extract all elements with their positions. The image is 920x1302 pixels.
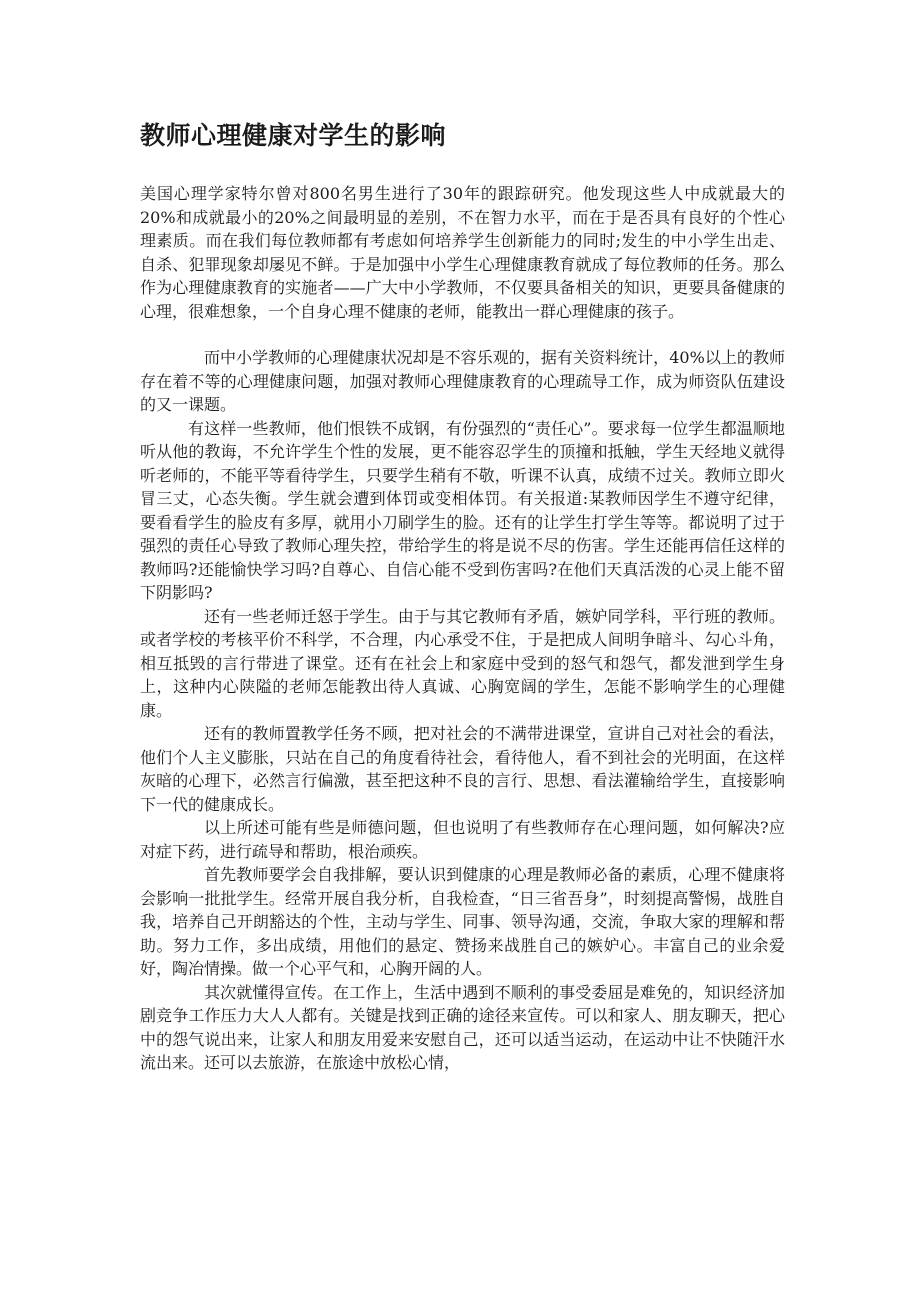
paragraph-responsibility: 有这样一些教师，他们恨铁不成钢，有份强烈的“责任心”。要求每一位学生都温顺地听从他的教诲，不允许学生个性的发展，更不能容忍学生的顶撞和抵触，学生天经地义就得听老师的，不能平等看待学生，只要学生稍有不敬，听课不认真，成绩不过关。教师立即火冒三丈，心态失衡。学生就会遭到体罚或变相体罚。有关报道:某教师因学生不遵守纪律，要看看学生的脸皮有多厚，就用小刀刷学生的脸。还有的让学生打学生等等。都说明了过于强烈的责任心导致了教师心理失控，带给学生的将是说不尽的伤害。学生还能再信任这样的教师吗?还能愉快学习吗?自尊心、自信心能不受到伤害吗?在他们天真活泼的心灵上能不留下阴影吗? xyxy=(140,418,785,602)
paragraph-society: 还有的教师置教学任务不顾，把对社会的不满带进课堂，宣讲自己对社会的看法，他们个人主义膨胀，只站在自己的角度看待社会，看待他人，看不到社会的光明面，在这样灰暗的心理下，必然言行偏激，甚至把这种不良的言行、思想、看法灌输给学生，直接影响下一代的健康成长。 xyxy=(140,724,785,814)
paragraph-summary: 以上所述可能有些是师德问题，但也说明了有些教师存在心理问题，如何解决?应对症下药，进行疏导和帮助，根治顽疾。 xyxy=(140,818,785,861)
document-page xyxy=(140,118,785,1075)
paragraph-venting: 其次就懂得宣传。在工作上，生活中遇到不顺利的事受委屈是难免的，知识经济加剧竞争工作压力大人人都有。关键是找到正确的途径来宣传。可以和家人、朋友聊天，把心中的怨气说出来，让家人和朋友用爱来安慰自己，还可以适当运动，在运动中让不快随汗水流出来。还可以去旅游，在旅途中放松心情， xyxy=(140,982,785,1072)
paragraph-statistics: 而中小学教师的心理健康状况却是不容乐观的，据有关资料统计，40%以上的教师存在着不等的心理健康问题，加强对教师心理健康教育的心理疏导工作，成为师资队伍建设的又一课题。 xyxy=(140,348,785,414)
paragraph-anger: 还有一些老师迁怒于学生。由于与其它教师有矛盾，嫉妒同学科，平行班的教师。或者学校的考核平价不科学，不合理，内心承受不住，于是把成人间明争暗斗、勾心斗角，相互抵毁的言行带进了课堂。还有在社会上和家庭中受到的怒气和怨气，都发泄到学生身上，这种内心陕隘的老师怎能教出待人真诚、心胸宽阔的学生，怎能不影响学生的心理健康。 xyxy=(140,606,785,720)
paragraph-intro: 美国心理学家特尔曾对800名男生进行了30年的跟踪研究。他发现这些人中成就最大的20%和成就最小的20%之间最明显的差别，不在智力水平，而在于是否具有良好的个性心理素质。而在我们每位教师都有考虑如何培养学生创新能力的同时;发生的中小学生出走、自杀、犯罪现象却屡见不鲜。于是加强中小学生心理健康教育就成了每位教师的任务。那么作为心理健康教育的实施者——广大中小学教师，不仅要具备相关的知识，更要具备健康的心理，很难想象，一个自身心理不健康的老师，能教出一群心理健康的孩子。 xyxy=(140,184,785,321)
paragraph-self-relief: 首先教师要学会自我排解，要认识到健康的心理是教师必备的素质，心理不健康将会影响一批批学生。经常开展自我分析，自我检查，“日三省吾身”，时刻提高警惕，战胜自我，培养自己开朗豁达的个性，主动与学生、同事、领导沟通，交流，争取大家的理解和帮助。努力工作，多出成绩，用他们的悬定、赞扬来战胜自己的嫉妒心。丰富自己的业余爱好，陶冶情操。做一个心平气和，心胸开阔的人。 xyxy=(140,865,785,978)
document-title: 教师心理健康对学生的影响 xyxy=(140,121,447,150)
